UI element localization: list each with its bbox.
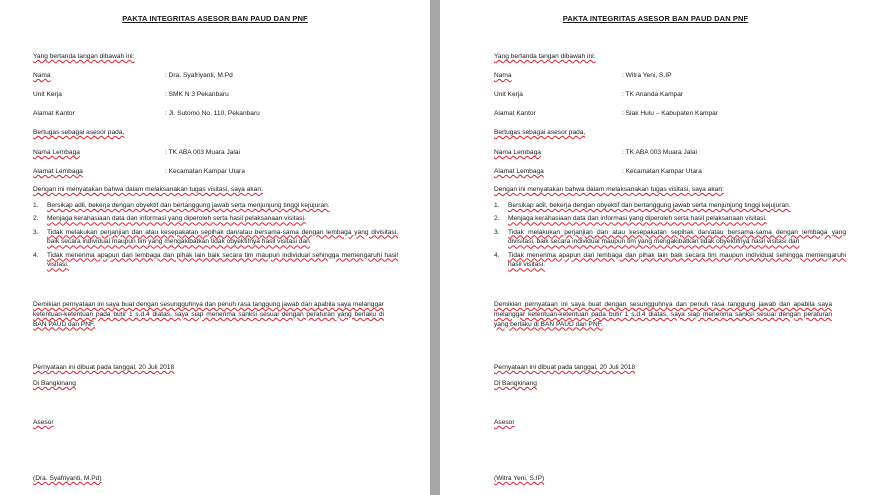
document-page-left bbox=[0, 0, 430, 495]
intro-text: Yang bertanda tangan dibawah ini: bbox=[494, 53, 596, 60]
date-line: Pernyataan ini dibuat pada tanggal, 20 Juli 2018 bbox=[494, 364, 636, 371]
page-title: PAKTA INTEGRITAS ASESOR BAN PAUD DAN PNF bbox=[562, 14, 749, 23]
field-label-nama-lembaga: Nama Lembaga bbox=[494, 149, 541, 156]
page-separator bbox=[430, 0, 440, 495]
closing-paragraph: Demikian pernyataan ini saya buat dengan sesungguhnya dan penuh rasa tanggung jawab dan apabila saya melanggar ketentuan-ketentuan pada butir 1 s.d.4 diatas, saya siap menerima sanksi sesuai dengan peraturan yang berlaku di BAN PAUD dan PNF. bbox=[494, 301, 832, 328]
page-title: PAKTA INTEGRITAS ASESOR BAN PAUD DAN PNF bbox=[122, 14, 308, 23]
field-label-nama-lembaga: Nama Lembaga bbox=[33, 149, 80, 156]
field-label-unit-kerja: Unit Kerja bbox=[494, 91, 523, 98]
field-value-alamat-kantor: : Siak Hulu – Kabupaten Kampar bbox=[622, 110, 719, 117]
signature-name: (Witra Yeni, S.IP) bbox=[494, 475, 545, 482]
list-item: 2. Menjaga kerahasiaan data dan informasi yang diperoleh serta hasil pelaksanaan visitasi. bbox=[33, 215, 306, 223]
field-value-nama-lembaga: : TK ABA 003 Muara Jalai bbox=[165, 149, 241, 156]
field-label-nama: Nama bbox=[494, 72, 512, 79]
task-heading: Bertugas sebagai asesor pada, bbox=[494, 129, 586, 136]
closing-paragraph: Demikian pernyataan ini saya buat dengan sesungguhnya dan penuh rasa tanggung jawab dan apabila saya melanggar ketentuan-ketentuan pada butir 1 s.d.4 diatas, saya siap menerima sanksi sesuai dengan peraturan yang berlaku di BAN PAUD dan PNF. bbox=[33, 301, 384, 328]
statement-text: Dengan ini menyatakan bahwa dalam melaksanakan tugas visitasi, saya akan: bbox=[494, 186, 724, 193]
field-label-alamat-kantor: Alamat Kantor bbox=[494, 110, 536, 117]
field-value-alamat-lembaga: : Kecamatan Kampar Utara bbox=[622, 168, 702, 175]
date-line: Pernyataan ini dibuat pada tanggal, 20 Juli 2018 bbox=[33, 364, 175, 371]
commitment-list bbox=[33, 201, 398, 274]
field-label-alamat-lembaga: Alamat Lembaga bbox=[33, 168, 83, 175]
place-line: Di Bangkinang bbox=[33, 380, 76, 387]
signature-name: (Dra. Syafriyanti, M.Pd) bbox=[33, 475, 102, 482]
field-value-alamat-lembaga: : Kecamatan Kampar Utara bbox=[165, 168, 245, 175]
list-item: 1. Bersikap adil, bekerja dengan obyektif dan bertanggung jawab serta menjunjung tinggi kejujuran. bbox=[494, 202, 791, 209]
field-value-alamat-kantor: : Jl. Sutomo No. 110, Pekanbaru bbox=[165, 110, 260, 117]
list-item: 1. Bersikap adil, bekerja dengan obyektif dan bertanggung jawab serta menjunjung tinggi kejujuran. bbox=[33, 202, 330, 209]
field-label-alamat-kantor: Alamat Kantor bbox=[33, 110, 75, 117]
list-item: 4. Tidak menerima apapun dari lembaga dan pihak lain baik secara tim maupun individual sehingga memengaruhi hasil visitasi. bbox=[494, 251, 846, 269]
commitment-list bbox=[494, 201, 846, 274]
document-page-right bbox=[440, 0, 871, 495]
field-value-unit-kerja: : TK Ananda Kampar bbox=[622, 91, 684, 98]
field-label-unit-kerja: Unit Kerja bbox=[33, 91, 62, 98]
list-item: 2. Menjaga kerahasiaan data dan informasi yang diperoleh serta hasil pelaksanaan visitasi. bbox=[494, 215, 767, 223]
place-line: Di Bangkinang bbox=[494, 380, 537, 387]
field-value-nama: : Witra Yeni, S.IP bbox=[622, 72, 672, 79]
list-item: 3. Tidak melakukan perjanjian dan atau kesepakatan sepihak dan/atau bersama-sama dengan lembaga yang divisitasi, baik secara individual maupun tim yang mengakibatkan tidak obyektifnya hasil visitasi dan bbox=[33, 228, 398, 246]
signer-role: Asesor bbox=[494, 419, 515, 426]
field-label-alamat-lembaga: Alamat Lembaga bbox=[494, 168, 544, 175]
field-value-unit-kerja: : SMK N 3 Pekanbaru bbox=[165, 91, 229, 98]
field-value-nama-lembaga: : TK ABA 003 Muara Jalai bbox=[622, 149, 698, 156]
signer-role: Asesor bbox=[33, 419, 54, 426]
list-item: 4. Tidak menerima apapun dari lembaga dan pihak lain baik secara tim maupun individual sehingga memengaruhi hasil visitasi. bbox=[33, 251, 398, 269]
intro-text: Yang bertanda tangan dibawah ini: bbox=[33, 53, 135, 60]
list-item: 3. Tidak melakukan perjanjian dan atau kesepakatan sepihak dan/atau bersama-sama dengan lembaga yang divisitasi, baik secara individual maupun tim yang mengakibatkan tidak obyektifnya hasil visitasi dan bbox=[494, 228, 846, 246]
field-label-nama: Nama bbox=[33, 72, 51, 79]
task-heading: Bertugas sebagai asesor pada, bbox=[33, 129, 125, 136]
field-value-nama: : Dra. Syafriyanti, M.Pd bbox=[165, 72, 233, 79]
statement-text: Dengan ini menyatakan bahwa dalam melaksanakan tugas visitasi, saya akan: bbox=[33, 186, 263, 193]
